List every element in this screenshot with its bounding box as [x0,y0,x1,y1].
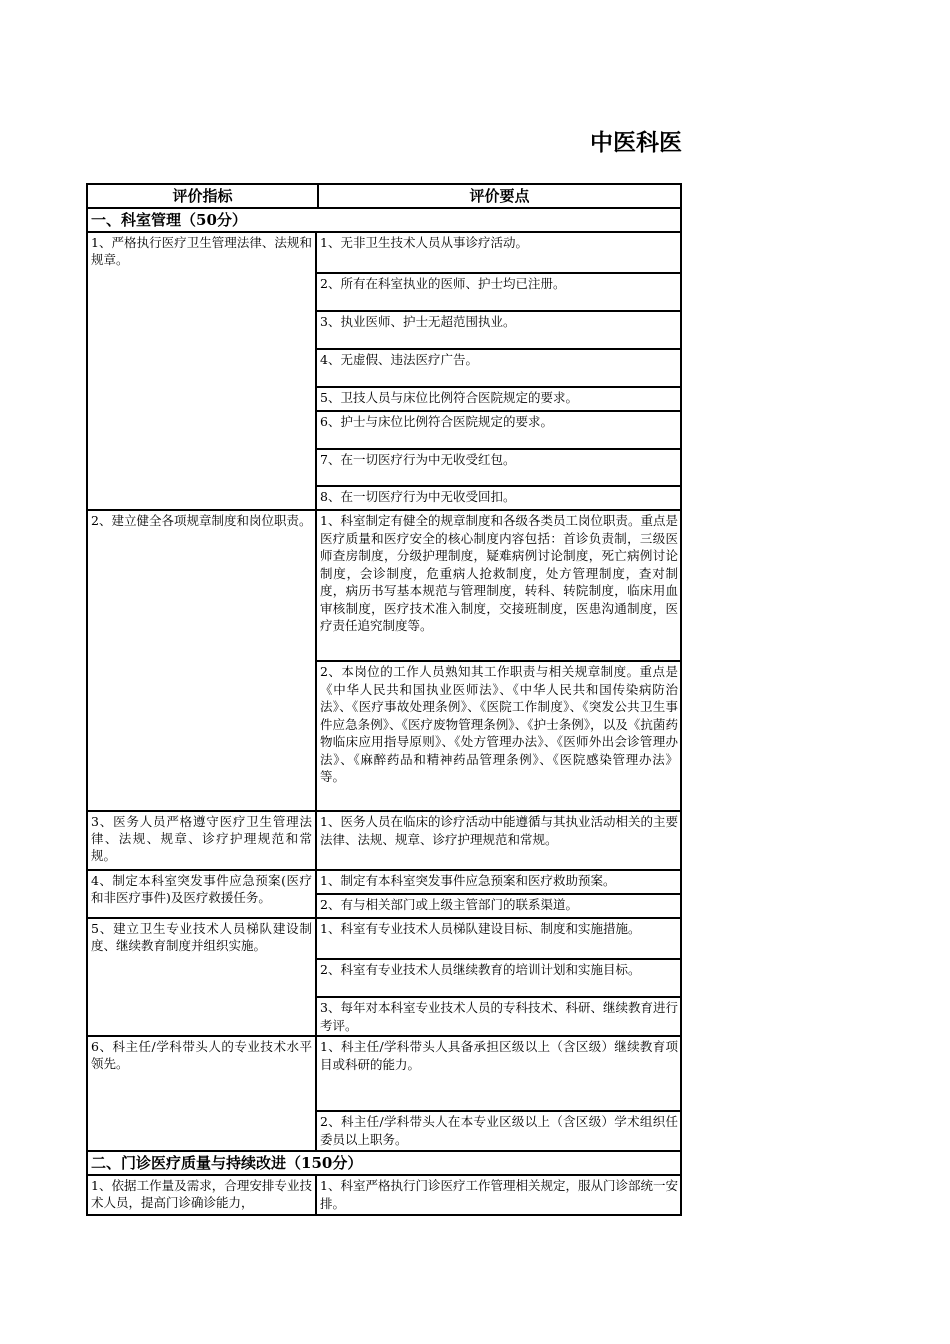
evaluation-table [86,183,682,1216]
criterion-cell: 2、建立健全各项规章制度和岗位职责。 [88,511,317,810]
point-cell: 1、科室有专业技术人员梯队建设目标、制度和实施措施。 [320,921,641,936]
criterion-cell: 1、严格执行医疗卫生管理法律、法规和规章。 [88,233,317,509]
point-cell: 5、卫技人员与床位比例符合医院规定的要求。 [317,386,680,410]
criterion-group-1 [86,233,682,511]
point-cell: 1、科室严格执行门诊医疗工作管理相关规定，服从门诊部统一安排。 [320,1178,678,1211]
point-cell: 8、在一切医疗行为中无收受回扣。 [317,485,680,509]
point-cell: 2、所有在科室执业的医师、护士均已注册。 [317,272,680,310]
point-cell: 1、无非卫生技术人员从事诊疗活动。 [320,235,528,250]
point-cell: 3、每年对本科室专业技术人员的专科技术、科研、继续教育进行考评。 [317,996,680,1035]
criterion-cell: 1、依据工作量及需求，合理安排专业技术人员，提高门诊确诊能力， [88,1176,317,1214]
point-cell: 2、科室有专业技术人员继续教育的培训计划和实施目标。 [317,958,680,996]
criterion-cell: 6、科主任/学科带头人的专业技术水平领先。 [88,1037,317,1150]
point-cell: 7、在一切医疗行为中无收受红包。 [317,448,680,485]
point-cell: 1、医务人员在临床的诊疗活动中能遵循与其执业活动相关的主要法律、法规、规章、诊疗护理规范和常规。 [320,814,678,847]
document-title: 中医科医 [590,130,682,156]
points-column [317,233,680,509]
point-cell: 3、执业医师、护士无超范围执业。 [317,310,680,348]
point-cell: 2、科主任/学科带头人在本专业区级以上（含区级）学术组织任委员以上职务。 [317,1110,680,1150]
header-criterion: 评价指标 [88,185,319,207]
points-column [317,919,680,1035]
criterion-group-outpatient-1 [86,1176,682,1216]
point-cell: 2、本岗位的工作人员熟知其工作职责与相关规章制度。重点是《中华人民共和国执业医师法》、《中华人民共和国传染病防治法》、《医疗事故处理条例》、《医院工作制度》、《突发公共卫生事件应急条例》、《医疗废物管理条例》、《护士条例》，以及《抗菌药物临床应用指导原则》、《处方管理办法》、《医师外出会诊管理办法》、《麻醉药品和精神药品管理条例》、《医院感染管理办法》等。 [317,660,680,810]
point-cell: 2、有与相关部门或上级主管部门的联系渠道。 [317,893,680,917]
criterion-cell: 3、医务人员严格遵守医疗卫生管理法律、法规、规章、诊疗护理规范和常规。 [88,812,317,869]
section-heading-outpatient-quality: 二、门诊医疗质量与持续改进（150分） [86,1152,682,1176]
section-heading-management: 一、科室管理（50分） [86,209,682,233]
criterion-group-3 [86,812,682,871]
criterion-group-2 [86,511,682,812]
criterion-group-4 [86,871,682,919]
points-column [317,871,680,917]
points-column [317,812,680,869]
criterion-cell: 4、制定本科室突发事件应急预案(医疗和非医疗事件)及医疗救援任务。 [88,871,317,917]
point-cell: 1、科主任/学科带头人具备承担区级以上（含区级）继续教育项目或科研的能力。 [320,1039,678,1072]
point-cell: 1、制定有本科室突发事件应急预案和医疗救助预案。 [320,873,616,888]
point-cell: 4、无虚假、违法医疗广告。 [317,348,680,386]
point-cell: 1、科室制定有健全的规章制度和各级各类员工岗位职责。重点是医疗质量和医疗安全的核心制度内容包括：首诊负责制，三级医师查房制度，分级护理制度，疑难病例讨论制度，死亡病例讨论制度，会诊制度，危重病人抢救制度，处方管理制度，查对制度，病历书写基本规范与管理制度，转科、转院制度，临床用血审核制度，医疗技术准入制度，交接班制度，医患沟通制度，医疗责任追究制度等。 [320,513,678,633]
header-points: 评价要点 [469,187,530,205]
table-header [86,183,682,209]
criterion-cell: 5、建立卫生专业技术人员梯队建设制度、继续教育制度并组织实施。 [88,919,317,1035]
points-column [317,1176,680,1214]
point-cell: 6、护士与床位比例符合医院规定的要求。 [317,410,680,448]
points-column [317,511,680,810]
criterion-group-6 [86,1037,682,1152]
points-column [317,1037,680,1150]
criterion-group-5 [86,919,682,1037]
